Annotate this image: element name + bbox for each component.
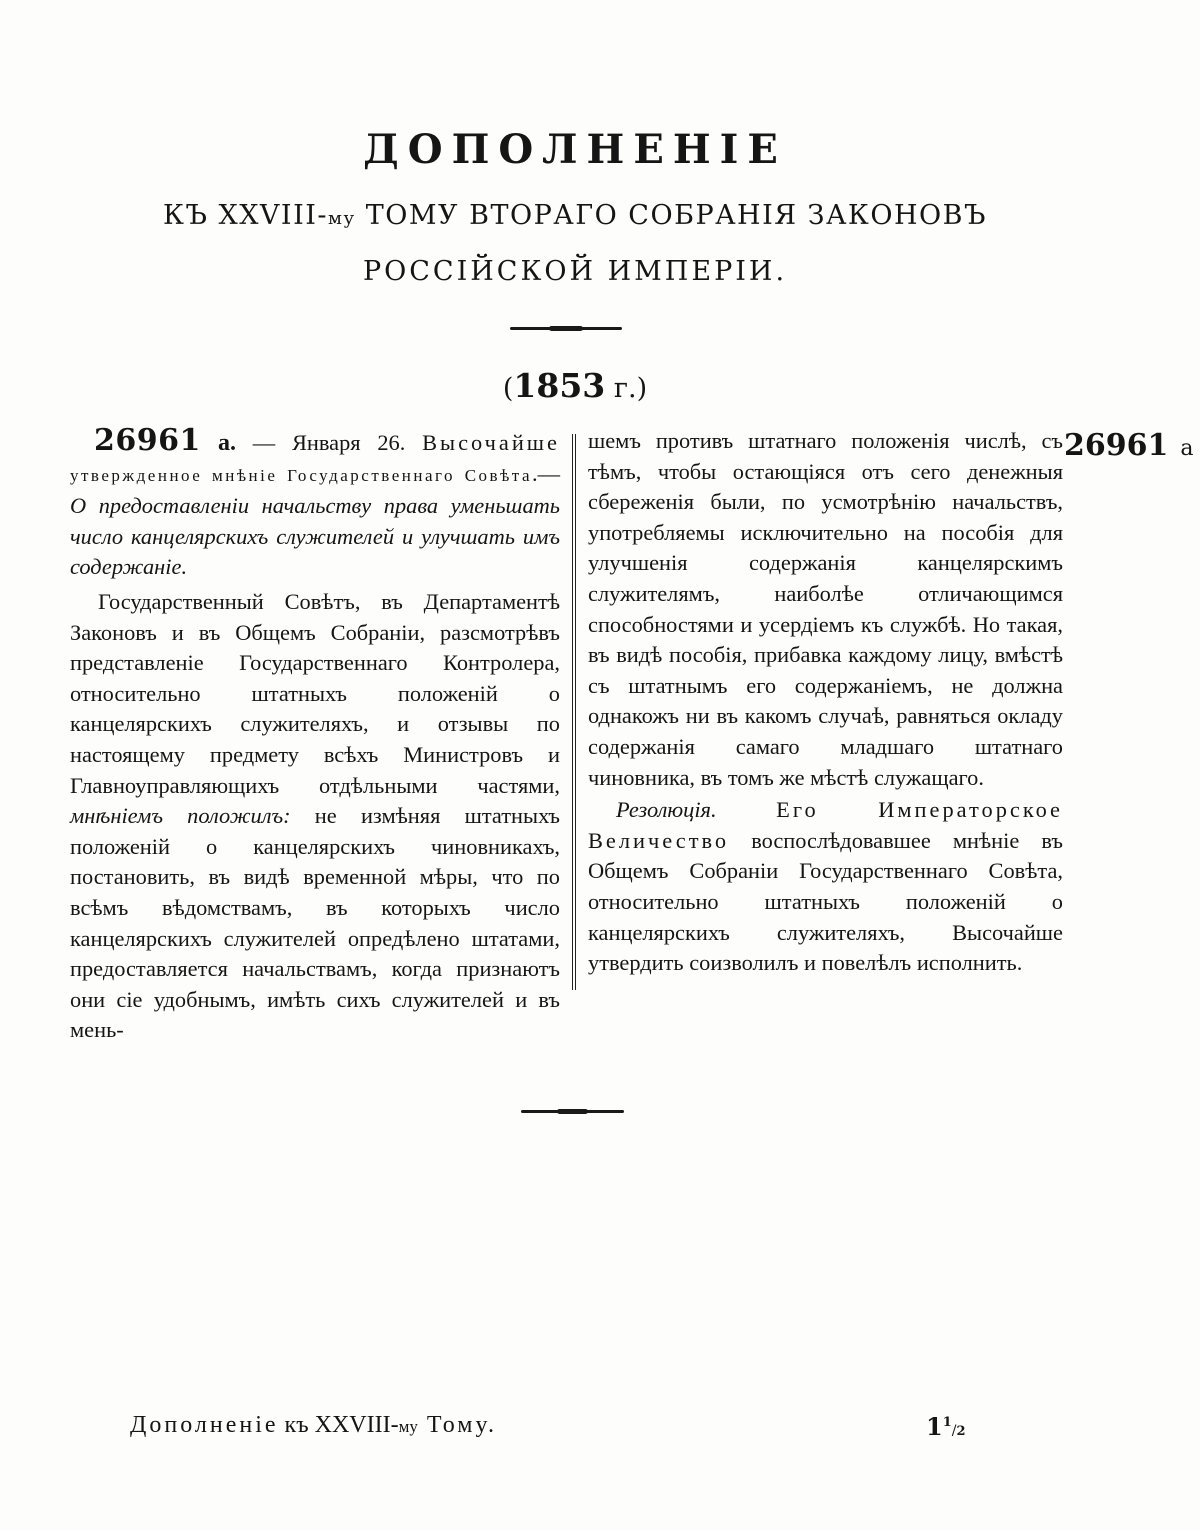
footer-title-post: Тому.	[417, 1412, 498, 1438]
subtitle-volume-small: му	[328, 208, 356, 229]
right-column	[588, 426, 1063, 979]
article-body-continuation: шемъ противъ штатнаго положенія числѣ, съ тѣмъ, чтобы остающіяся отъ сего денежныя сбереженія были, по усмотрѣнію начальствъ, употребляемы исключительно на пособія для улучшенія содержанія канцелярскимъ служителямъ, наиболѣе отличающимся способностями и усердіемъ къ службѣ. Но такая, въ видѣ пособія, прибавка каждому лицу, вмѣстѣ съ штатнымъ его содержаніемъ, не должна однакожъ ни въ какомъ случаѣ, равняться окладу содержанія самаго младшаго штатнаго чиновника, въ томъ же мѣстѣ служащаго.	[588, 428, 1063, 790]
footer-title-pre: Дополненіе	[130, 1412, 279, 1438]
footer-title-mid: къ XXVIII-	[278, 1412, 399, 1438]
article-date: — Января 26.	[236, 430, 423, 455]
signature-sup: 1	[942, 1415, 952, 1430]
year-heading	[0, 366, 1150, 405]
margin-article-number	[1064, 428, 1194, 463]
subtitle-empire: РОССІЙСКОЙ ИМПЕРІИ.	[362, 256, 788, 287]
left-column	[70, 423, 560, 1046]
footer-title-small: му	[398, 1417, 418, 1436]
article-dash: .—	[532, 460, 560, 486]
margin-number: 26961	[1064, 428, 1169, 463]
resolution-label: Резолюція.	[616, 797, 717, 823]
footer-signature-mark	[926, 1412, 966, 1441]
margin-suffix: а	[1180, 436, 1194, 461]
year-number: 1853	[513, 366, 606, 405]
subtitle-volume-post: ТОМУ ВТОРАГО СОБРАНІЯ ЗАКОНОВЪ	[355, 200, 987, 231]
year-open-paren: (	[502, 373, 514, 404]
ornamental-rule-bottom	[521, 1110, 624, 1113]
column-divider	[572, 434, 576, 990]
article-number: 26961	[94, 423, 201, 458]
body-text-b: не измѣняя штатныхъ положеній о канцелярскихъ чиновникахъ, постановить, въ видѣ временной мѣры, что по всѣмъ вѣдомствамъ, въ которыхъ число канцелярскихъ служителей опредѣлено штатами, предоставляется начальствамъ, когда признаютъ они сіе удобнымъ, имѣть сихъ служителей и въ мень-	[70, 803, 560, 1043]
signature-slash: /	[951, 1423, 957, 1439]
subtitle-volume	[0, 200, 1150, 231]
resolution-paragraph	[588, 795, 1063, 979]
body-text-a: Государственный Совѣтъ, въ Департаментѣ Законовъ и въ Общемъ Собраніи, разсмотрѣвъ представленіе Государственнаго Контролера, относительно штатныхъ положеній о канцелярскихъ служителяхъ, и отзывы по настоящему предмету всѣхъ Министровъ и Главноуправляющихъ отдѣльными частями,	[70, 588, 560, 798]
article-suffix: а.	[200, 430, 237, 456]
resolution-majesty: Его Императорское Величество	[588, 797, 1063, 853]
article-heading	[70, 423, 560, 583]
signature-main: 1	[926, 1412, 943, 1441]
document-title: ДОПОЛНЕНІЕ	[363, 126, 787, 173]
article-high: Высочайше	[422, 430, 560, 455]
signature-sub: 2	[956, 1424, 966, 1439]
subtitle-volume-pre: КЪ XXVIII-	[163, 200, 329, 231]
article-body-paragraph	[70, 587, 560, 1046]
body-text-opinion: мнѣніемъ положилъ:	[70, 803, 291, 829]
footer-running-title	[130, 1412, 497, 1439]
ornamental-rule-top	[510, 327, 622, 330]
article-subject: О предоставленіи начальству права уменьшать число канцелярскихъ служителей и улучшать имъ содержаніе.	[70, 493, 560, 580]
year-suffix: г.)	[605, 373, 648, 404]
article-approved: утвержденное мнѣніе Государственнаго Совѣта	[70, 465, 532, 485]
resolution-text: воспослѣдовавшее мнѣніе въ Общемъ Собраніи Государственнаго Совѣта, относительно штатныхъ положеній о канцелярскихъ служителяхъ, Высочайше утвердить соизволилъ и повелѣлъ исполнить.	[588, 827, 1063, 976]
